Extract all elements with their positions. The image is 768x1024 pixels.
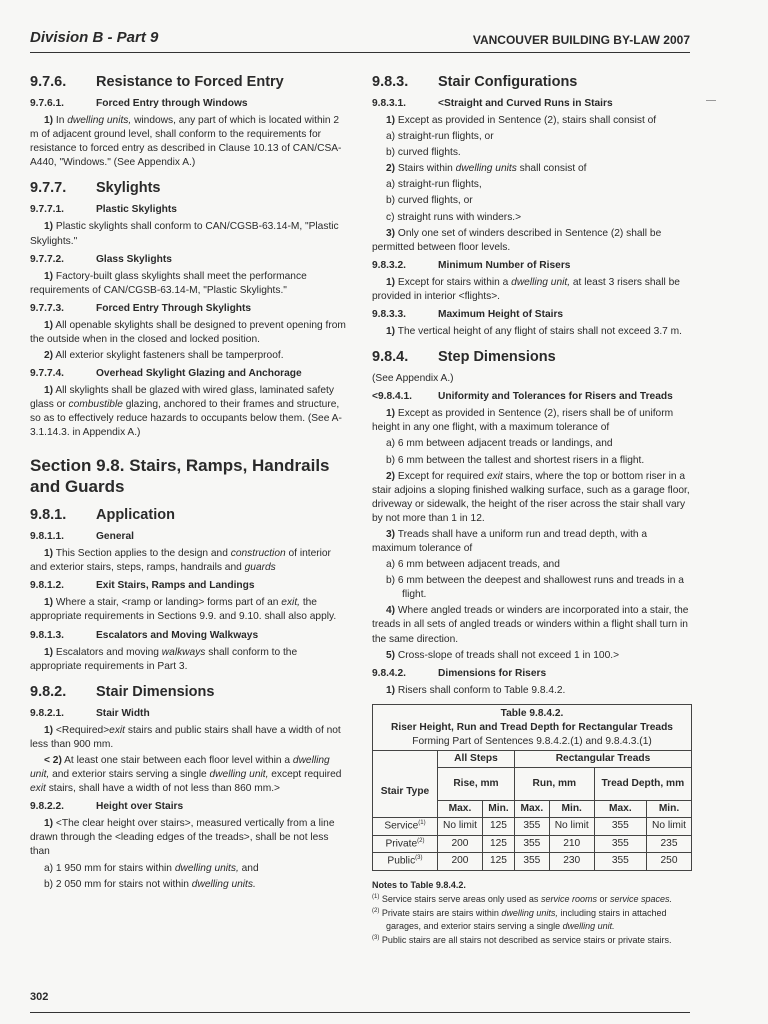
paragraph: 1) <The clear height over stairs>, measured vertically from a line drawn through the <leading edges of the treads>, shall be not less than [30, 818, 335, 858]
paragraph: 1) The vertical height of any flight of stairs shall not exceed 3.7 m. [386, 326, 682, 338]
appendix-reference: (See Appendix A.) [372, 373, 454, 385]
heading-9-8-3-1: 9.8.3.1. <Straight and Curved Runs in Stairs [372, 98, 613, 109]
cell: 355 [514, 853, 549, 870]
notes-title: Notes to Table 9.8.4.2. [372, 879, 466, 890]
cell: 200 [437, 853, 482, 870]
document-title: VANCOUVER BUILDING BY-LAW 2007 [472, 33, 690, 48]
heading-9-8-4: 9.8.4. Step Dimensions [372, 349, 556, 366]
riser-dimensions-table [372, 704, 692, 871]
paragraph: 1) <Required>exit stairs and public stairs shall have a width of not less than 900 mm. [30, 724, 341, 750]
paragraph: 1) All openable skylights shall be designed to prevent opening from the outside when in the closed and locked position. [30, 319, 346, 346]
margin-mark [706, 100, 716, 101]
cell: 125 [482, 835, 514, 852]
paragraph: 1) All skylights shall be glazed with wired glass, laminated safety glass or combustible glazing, anchored to their frames and structure, so as to effectively reduce hazards to occupants below them. (See A-3.1.14.3. in Appendix A.) [30, 385, 342, 439]
col-group-all-steps: All Steps [437, 751, 514, 768]
heading-9-8-4-1: <9.8.4.1. Uniformity and Tolerances for Risers and Treads [372, 391, 673, 403]
heading-9-7-7-2: 9.7.7.2. Glass Skylights [30, 253, 172, 265]
paragraph: 1) Except as provided in Sentence (2), stairs shall consist of [386, 115, 657, 127]
paragraph: 2) All exterior skylight fasteners shall be tamperproof. [44, 350, 284, 362]
heading-9-8-2-1: 9.8.2.1. Stair Width [30, 707, 150, 719]
list-item: a) 1 950 mm for stairs within dwelling units, and [44, 862, 259, 874]
paragraph: 1) Risers shall conform to Table 9.8.4.2. [386, 684, 566, 696]
table-note: $^{(3)}$ Public stairs are all stairs not described as service stairs or private stairs. [372, 935, 672, 946]
page-number: 302 [30, 991, 49, 1003]
list-item: a) 6 mm between adjacent treads, and [386, 559, 560, 571]
col-min: Min. [549, 801, 594, 818]
paragraph: 3) Treads shall have a uniform run and tread depth, with a maximum tolerance of [372, 528, 648, 555]
cell: 355 [594, 835, 646, 852]
table-row [373, 835, 692, 852]
paragraph: 1) Factory-built glass skylights shall meet the performance requirements of CAN/CGSB-63.14-M, "Plastic Skylights." [30, 270, 307, 296]
cell: No limit [647, 818, 692, 835]
list-item: b) 2 050 mm for stairs not within dwelling units. [44, 878, 256, 890]
heading-9-8-3-2: 9.8.3.2. Minimum Number of Risers [372, 259, 571, 271]
heading-9-8-2-2: 9.8.2.2. Height over Stairs [30, 801, 184, 813]
cell: 125 [482, 818, 514, 835]
table-title: Riser Height, Run and Tread Depth for Rectangular Treads [391, 721, 673, 733]
cell: 355 [514, 835, 549, 852]
division-label: Division B - Part 9 [30, 29, 159, 46]
paragraph: 1) In dwelling units, windows, any part of which is located within 2 m of adjacent ground level, shall conform to the requirements for resistance to forced entry as described in Clause 10.13 of CAN/CSA-A440, "Windows." (See Appendix A.) [30, 115, 342, 169]
table-note: $^{(2)}$ Private stairs are stairs within dwelling units, including stairs in attached garages, and exterior stairs serving a single dwelling unit. [372, 908, 667, 931]
row-type: Private$^{(2)}$ [373, 835, 438, 852]
heading-9-7-6-1: 9.7.6.1. Forced Entry through Windows [30, 98, 248, 109]
heading-9-8-2: 9.8.2. Stair Dimensions [30, 683, 215, 700]
list-item: b) curved flights. [386, 147, 461, 159]
left-column [30, 64, 346, 894]
table-row [373, 818, 692, 835]
paragraph: 4) Where angled treads or winders are incorporated into a stair, the treads in all sets of angled treads or winders within a flight shall turn in the same direction. [372, 605, 689, 645]
col-header-rise: Rise, mm [437, 768, 514, 801]
list-item: b) 6 mm between the tallest and shortest risers in a flight. [386, 454, 645, 466]
cell: 235 [647, 835, 692, 852]
cell: 230 [549, 853, 594, 870]
col-group-rectangular: Rectangular Treads [514, 751, 691, 768]
paragraph: 1) This Section applies to the design and construction of interior and exterior stairs, steps, ramps, handrails and guards [30, 548, 331, 574]
paragraph: < 2) At least one stair between each floor level within a dwelling unit, and exterior stairs serving a single dwelling unit, except required exit stairs, shall have a width of not less than 860 mm.> [30, 755, 342, 795]
col-max: Max. [514, 801, 549, 818]
table-note: $^{(1)}$ Service stairs serve areas only used as service rooms or service spaces. [372, 894, 672, 905]
table-corner [373, 751, 438, 768]
cell: 355 [594, 818, 646, 835]
cell: 355 [514, 818, 549, 835]
list-item: b) curved flights, or [386, 195, 473, 207]
col-header-run: Run, mm [514, 768, 594, 801]
heading-9-7-7-1: 9.7.7.1. Plastic Skylights [30, 204, 177, 216]
section-title-9-8: Section 9.8. Stairs, Ramps, Handrails and Guards [30, 455, 330, 496]
heading-9-8-4-2: 9.8.4.2. Dimensions for Risers [372, 667, 547, 679]
col-min: Min. [482, 801, 514, 818]
list-item: c) straight runs with winders.> [386, 211, 522, 223]
heading-9-7-7: 9.7.7. Skylights [30, 180, 161, 197]
heading-9-8-3-3: 9.8.3.3. Maximum Height of Stairs [372, 309, 564, 321]
paragraph: 1) Except as provided in Sentence (2), risers shall be of uniform height in any one flight, with a maximum tolerance of [372, 408, 674, 434]
table-subtitle: Forming Part of Sentences 9.8.4.2.(1) and 9.8.4.3.(1) [412, 735, 652, 747]
footer-rule [30, 1012, 690, 1013]
heading-9-7-7-3: 9.7.7.3. Forced Entry Through Skylights [30, 302, 252, 314]
table-row [373, 853, 692, 870]
paragraph: 2) Stairs within dwelling units shall consist of [386, 163, 587, 175]
paragraph: 2) Except for required exit stairs, where the top or bottom riser in a stair adjoins a sloping finished walking surface, such as a garage floor, driveway or sidewalk, the height of the riser across the stair shall vary by not more than 1 in 12. [372, 470, 690, 524]
list-item: a) straight-run flights, or [386, 131, 494, 143]
list-item: a) 6 mm between adjacent treads or landings, and [386, 438, 613, 450]
row-type: Service$^{(1)}$ [373, 818, 438, 835]
heading-9-7-6: 9.7.6. Resistance to Forced Entry [30, 74, 284, 90]
heading-9-8-1-2: 9.8.1.2. Exit Stairs, Ramps and Landings [30, 580, 255, 592]
paragraph: 5) Cross-slope of treads shall not exceed 1 in 100.> [386, 649, 620, 661]
heading-9-8-1: 9.8.1. Application [30, 507, 175, 524]
col-max: Max. [594, 801, 646, 818]
paragraph: 1) Except for stairs within a dwelling unit, at least 3 risers shall be provided in interior <flights>. [372, 276, 680, 302]
col-header-stair-type: Stair Type [373, 768, 438, 818]
col-min: Min. [647, 801, 692, 818]
list-item: a) straight-run flights, [386, 179, 482, 191]
paragraph: 1) Escalators and moving walkways shall conform to the appropriate requirements in Part 3. [30, 646, 298, 672]
col-header-tread: Tread Depth, mm [594, 768, 691, 801]
cell: No limit [549, 818, 594, 835]
table-caption: Table 9.8.4.2. [500, 707, 564, 719]
col-max: Max. [437, 801, 482, 818]
right-column [372, 64, 692, 947]
page-header [30, 28, 690, 53]
cell: 355 [594, 853, 646, 870]
heading-9-8-1-3: 9.8.1.3. Escalators and Moving Walkways [30, 629, 259, 641]
cell: 250 [647, 853, 692, 870]
row-type: Public$^{(3)}$ [373, 853, 438, 870]
paragraph: 1) Where a stair, <ramp or landing> forms part of an exit, the appropriate requirements in Sections 9.9. and 9.10. shall also apply. [30, 597, 337, 623]
cell: 200 [437, 835, 482, 852]
cell: 125 [482, 853, 514, 870]
paragraph: 3) Only one set of winders described in Sentence (2) shall be permitted between floor levels. [372, 227, 662, 253]
paragraph: 1) Plastic skylights shall conform to CAN/CGSB-63.14-M, "Plastic Skylights." [30, 221, 339, 247]
cell: No limit [437, 818, 482, 835]
list-item: b) 6 mm between the deepest and shallowest runs and treads in a flight. [386, 575, 684, 601]
heading-9-8-1-1: 9.8.1.1. General [30, 531, 134, 543]
heading-9-7-7-4: 9.7.7.4. Overhead Skylight Glazing and Anchorage [30, 368, 302, 380]
heading-9-8-3: 9.8.3. Stair Configurations [372, 74, 578, 90]
cell: 210 [549, 835, 594, 852]
